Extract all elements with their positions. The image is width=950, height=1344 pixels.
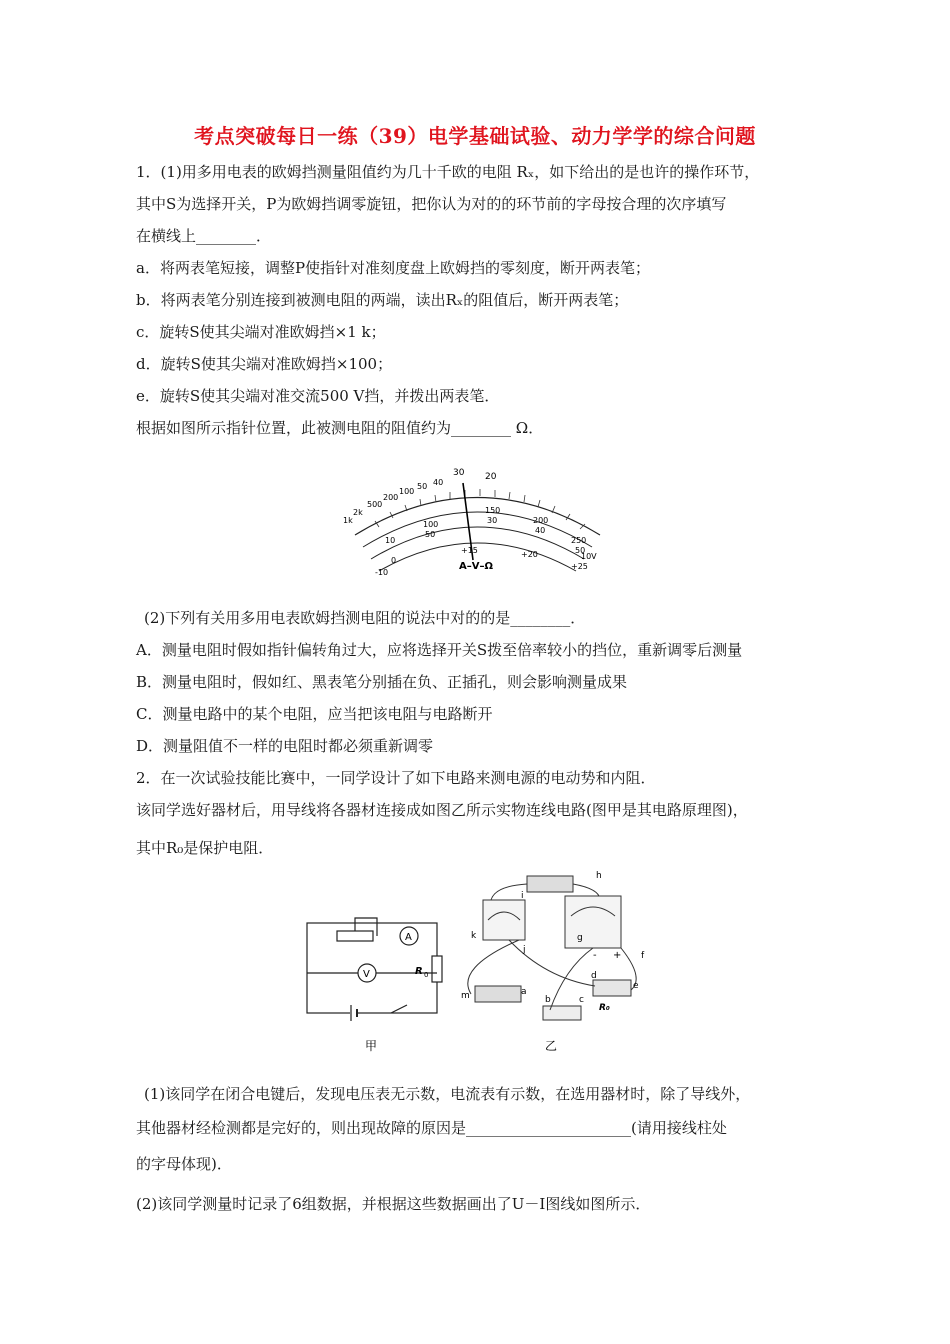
q1-step-b: b．将两表笔分别连接到被测电阻的两端，读出Rₓ的阻值后，断开两表笔； bbox=[136, 291, 629, 309]
q1-option-a: A．测量电阻时假如指针偏转角过大，应将选择开关S拨至倍率较小的挡位，重新调零后测量 bbox=[136, 641, 743, 659]
dial-inner-50: 50 bbox=[425, 530, 436, 539]
dial-mid-200: 200 bbox=[533, 516, 549, 525]
q1-step-c: c．旋转S使其尖端对准欧姆挡×1 k； bbox=[136, 323, 386, 341]
dial-inner-20: +20 bbox=[521, 550, 538, 559]
dial-left-2k: 2k bbox=[353, 508, 363, 517]
dial-inner-25: +25 bbox=[571, 562, 588, 571]
q1-option-b: B．测量电阻时，假如红、黑表笔分别插在负、正插孔，则会影响测量成果 bbox=[136, 673, 628, 691]
q1-step-a: a．将两表笔短接，调整P使指针对准刻度盘上欧姆挡的零刻度，断开两表笔； bbox=[136, 259, 651, 277]
q1-line-1: 1．(1)用多用电表的欧姆挡测量阻值约为几十千欧的电阻 Rₓ，如下给出的是也许的操作环节， bbox=[136, 163, 760, 181]
terminal-minus: - bbox=[593, 950, 597, 961]
q2-part1-line-2: 其他器材经检测都是完好的，则出现故障的原因是______________________(请用接线柱处 bbox=[136, 1119, 727, 1137]
dial-inner-100: 100 bbox=[423, 520, 439, 529]
label-jia: 甲 bbox=[365, 1039, 378, 1053]
dial-mid-250: 250 bbox=[571, 536, 587, 545]
dial-left-50: 50 bbox=[417, 482, 428, 491]
dial-mid-50: 50 bbox=[575, 546, 586, 555]
q1-step-d: d．旋转S使其尖端对准欧姆挡×100； bbox=[136, 355, 393, 373]
resistor-subscript: 0 bbox=[424, 971, 429, 979]
dial-label: A–V–Ω bbox=[459, 561, 493, 572]
dial-tick-20: 20 bbox=[485, 472, 497, 482]
dial-left-1k: 1k bbox=[343, 516, 353, 525]
circuit-figures bbox=[295, 868, 645, 1068]
dial-left-500: 500 bbox=[367, 500, 383, 509]
terminal-b: b bbox=[545, 995, 551, 1005]
terminal-j: j bbox=[523, 945, 526, 955]
q1-part2-line: (2)下列有关用多用电表欧姆挡测电阻的说法中对的的是________． bbox=[144, 609, 586, 627]
page-title: 考点突破每日一练（39）电学基础试验、动力学学的综合问题 bbox=[194, 124, 756, 148]
dial-left-40: 40 bbox=[433, 478, 444, 487]
terminal-c: c bbox=[579, 995, 584, 1005]
terminal-g: g bbox=[577, 933, 583, 943]
q1-option-c: C．测量电路中的某个电阻，应当把该电阻与电路断开 bbox=[136, 705, 493, 723]
q2-line-2: 该同学选好器材后，用导线将各器材连接成如图乙所示实物连线电路(图甲是其电路原理图)， bbox=[136, 801, 748, 819]
dial-mid-30: 30 bbox=[487, 516, 498, 525]
label-yi: 乙 bbox=[545, 1039, 558, 1053]
voltmeter-label: V bbox=[363, 969, 370, 980]
terminal-i: i bbox=[521, 891, 524, 901]
dial-left-200: 200 bbox=[383, 493, 399, 502]
ammeter-label: A bbox=[405, 932, 412, 943]
q2-line-1: 2．在一次试验技能比赛中，一同学设计了如下电路来测电源的电动势和内阻． bbox=[136, 769, 656, 787]
q1-reading: 根据如图所示指针位置，此被测电阻的阻值约为________ Ω． bbox=[136, 419, 544, 437]
dial-inner-10v: 10V bbox=[581, 552, 597, 561]
terminal-f: f bbox=[641, 951, 645, 961]
dial-tick-30: 30 bbox=[453, 468, 465, 478]
terminal-k: k bbox=[471, 931, 477, 941]
q1-step-e: e．旋转S使其尖端对准交流500 V挡，并拨出两表笔． bbox=[136, 387, 500, 405]
q2-line-3: 其中R₀是保护电阻． bbox=[136, 839, 274, 857]
terminal-a: a bbox=[521, 987, 527, 997]
terminal-h: h bbox=[596, 871, 602, 881]
dial-mid-40: 40 bbox=[535, 526, 546, 535]
terminal-plus: + bbox=[613, 950, 622, 961]
physical-circuit-yi bbox=[468, 876, 636, 1020]
q1-line-2: 其中S为选择开关，P为欧姆挡调零旋钮，把你认为对的的环节前的字母按合理的次序填写 bbox=[136, 195, 727, 213]
terminal-e: e bbox=[633, 981, 639, 991]
yi-resistor-label: R₀ bbox=[599, 1003, 610, 1013]
dial-inner-10: 10 bbox=[385, 536, 396, 545]
q1-line-3: 在横线上________． bbox=[136, 227, 272, 245]
q2-part1-line-1: (1)该同学在闭合电键后，发现电压表无示数，电流表有示数，在选用器材时，除了导线外， bbox=[144, 1085, 751, 1103]
terminal-d: d bbox=[591, 971, 597, 981]
dial-inner-neg10: -10 bbox=[375, 568, 389, 577]
q1-option-d: D．测量阻值不一样的电阻时都必须重新调零 bbox=[136, 737, 434, 755]
terminal-m: m bbox=[461, 991, 470, 1001]
dial-inner-15: +15 bbox=[461, 546, 478, 555]
dial-mid-150: 150 bbox=[485, 506, 501, 515]
resistor-label: R bbox=[415, 966, 423, 977]
dial-left-100: 100 bbox=[399, 487, 415, 496]
dial-inner-0: 0 bbox=[391, 556, 397, 565]
q2-part1-line-3: 的字母体现)． bbox=[136, 1155, 232, 1173]
multimeter-dial-figure bbox=[335, 465, 620, 585]
q2-part2-line: (2)该同学测量时记录了6组数据，并根据这些数据画出了U－I图线如图所示． bbox=[136, 1195, 651, 1213]
